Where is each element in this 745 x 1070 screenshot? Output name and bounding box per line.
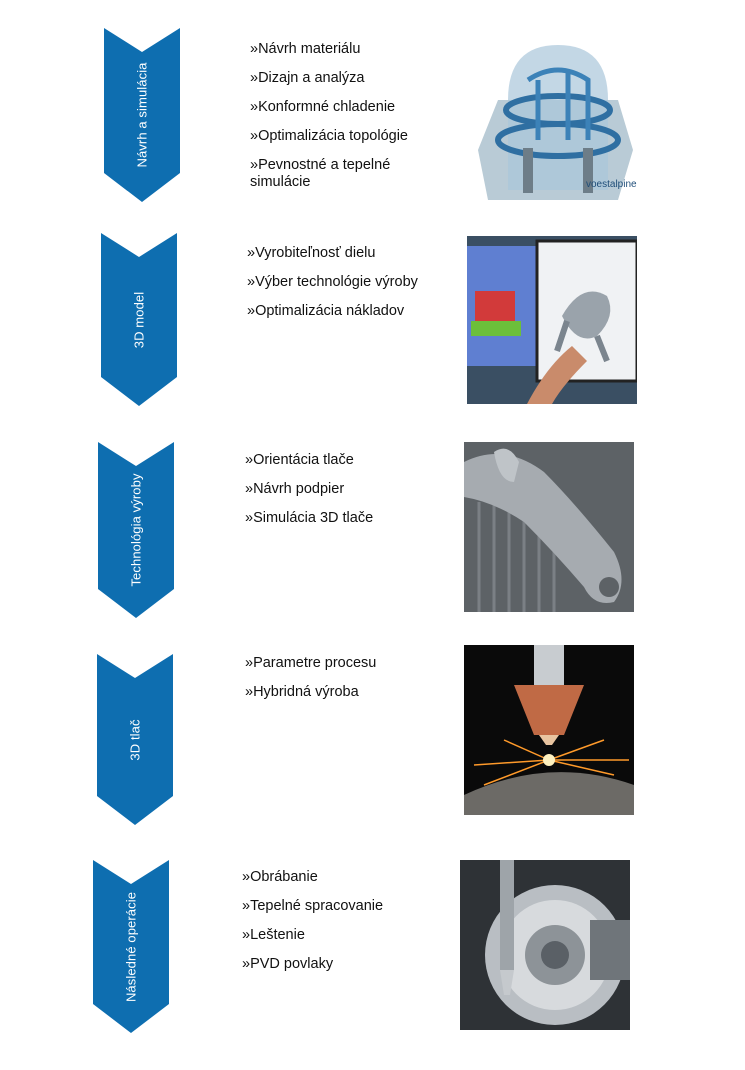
image-caption: voestalpine: [586, 179, 637, 190]
list-item: »Dizajn a analýza: [250, 70, 365, 86]
list-item: »Optimalizácia nákladov: [247, 303, 405, 319]
step-arrow-2: [101, 233, 177, 406]
step-label-1: Návrh a simulácia: [134, 62, 150, 168]
step-arrow-1: [104, 28, 180, 202]
step-arrow-3: [98, 442, 174, 618]
list-item: »Hybridná výroba: [245, 684, 359, 700]
step-items-3: [245, 452, 435, 539]
list-item: »Orientácia tlače: [245, 452, 354, 468]
process-step-1: [0, 28, 745, 208]
list-item: »PVD povlaky: [242, 956, 334, 972]
list-item: »Vyrobiteľnosť dielu: [247, 245, 376, 261]
3d-printed-lattice-part-icon: [468, 40, 638, 202]
list-item: »Konformné chladenie: [250, 99, 396, 115]
laser-deposition-nozzle-icon: [464, 645, 634, 815]
list-item: »Obrábanie: [242, 869, 318, 885]
list-item: »Optimalizácia topológie: [250, 128, 408, 144]
step-label-2: 3D model: [131, 291, 147, 348]
step-label-4: 3D tlač: [127, 718, 143, 761]
step-items-2: [247, 245, 437, 332]
cad-monitor-icon: [467, 236, 637, 404]
list-item: »Návrh materiálu: [250, 41, 361, 57]
step-label-5: Následné operácie: [123, 891, 139, 1002]
list-item: »Tepelné spracovanie: [242, 898, 384, 914]
list-item: »Parametre procesu: [245, 655, 377, 671]
step-arrow-5: [93, 860, 169, 1033]
list-item: »Leštenie: [242, 927, 305, 943]
list-item: »Výber technológie výroby: [247, 274, 418, 290]
process-step-2: [0, 233, 745, 413]
step-label-3: Technológia výroby: [128, 473, 144, 587]
step-items-4: [245, 655, 435, 713]
printed-bracket-supports-icon: [464, 442, 634, 612]
process-step-3: [0, 442, 745, 622]
process-step-5: [0, 860, 745, 1040]
step-arrow-4: [97, 654, 173, 825]
list-item: »Návrh podpier: [245, 481, 345, 497]
process-step-4: [0, 654, 745, 834]
list-item: »Pevnostné a tepelné simulácie: [250, 157, 391, 190]
step-items-1: [250, 41, 440, 203]
machining-tool-icon: [460, 860, 630, 1030]
list-item: »Simulácia 3D tlače: [245, 510, 374, 526]
step-items-5: [242, 869, 432, 985]
